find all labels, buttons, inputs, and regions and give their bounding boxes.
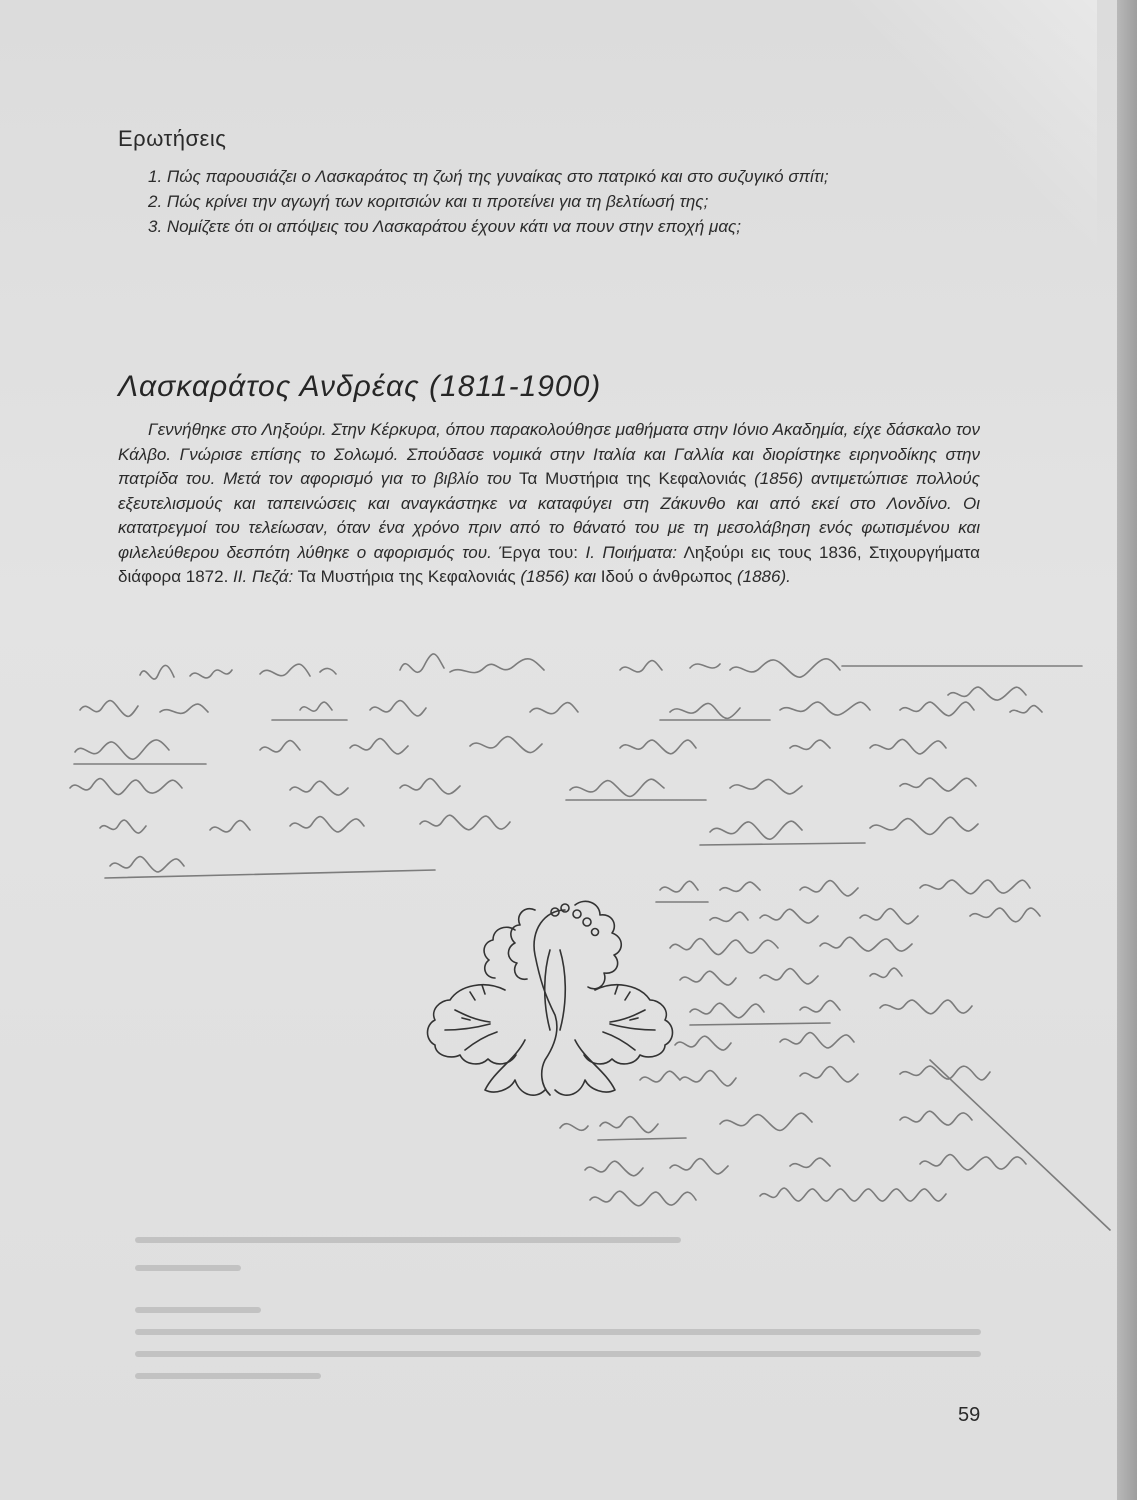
scribble-line-2 <box>80 701 974 719</box>
biography-title: Λασκαράτος Ανδρέας (1811-1900) <box>118 370 602 403</box>
page-number: 59 <box>958 1404 981 1426</box>
scribble-line-6 <box>110 857 184 872</box>
questions-title: Ερωτήσεις <box>118 126 227 151</box>
show-through-text <box>118 1210 998 1380</box>
scribble-right-block-6 <box>675 1033 854 1050</box>
works-poems-text: Ληξούρι εις τους 1836, Στιχουργήματα διάφορα 1872. <box>118 542 980 586</box>
question-item-3: 3. Νομίζετε ότι οι απόψεις του Λασκαράτου έχουν κάτι να πουν στην εποχή μας; <box>148 217 742 236</box>
acanthus-ornament-icon <box>415 890 685 1120</box>
works-prose-title-2: Ιδού ο άνθρωπος <box>600 567 733 586</box>
underline-right-2 <box>690 1023 830 1025</box>
scribble-line-1 <box>140 654 840 679</box>
bio-part-3: (1856) αντιμετώπισε πολλούς εξευτελισμούς και ταπεινώσεις και αναγκάστηκε να καταφύγει στη Ζάκυνθο και από εκεί στο Λονδίνο. Οι κατατρεγμοί του τελείωσαν, όταν ένα χρόνο πριν από το θάνατό του με τη μεσολάβηση ενός φωτισμένου και φιλελεύθερου δεσπότη λύθηκε ο αφορισμός του. <box>118 469 980 562</box>
questions-list <box>118 164 980 239</box>
scribble-right-block-1 <box>660 880 1030 896</box>
scribble-right-block-2 <box>710 908 1040 924</box>
works-prose-title-1: Τα Μυστήρια της Κεφαλονιάς <box>297 567 516 586</box>
question-item-2: 2. Πώς κρίνει την αγωγή των κοριτσιών και τι προτείνει για τη βελτίωσή της; <box>148 192 709 211</box>
scribble-line-4 <box>70 778 976 796</box>
works-prose-label: ΙΙ. Πεζά: <box>233 567 294 586</box>
scribble-right-block-7 <box>640 1066 990 1086</box>
bio-part-1: Γεννήθηκε στο Ληξούρι. Στην Κέρκυρα, όπου παρακολούθησε μαθήματα στην Ιόνιο Ακαδημία, είχε δάσκαλο τον Κάλβο. Γνώρισε επίσης το Σολωμό. Σπούδασε νομικά στην Ιταλία και Γαλλία και διορίστηκε ειρηνοδίκης στην πατρίδα του. Μετά τον αφορισμό για το βιβλίο του <box>118 420 980 488</box>
scribble-right-block-5 <box>690 1000 972 1018</box>
scribble-right-block-10 <box>590 1188 946 1206</box>
pencil-diagonal <box>930 1060 1110 1230</box>
scribble-line-3 <box>75 737 946 760</box>
bio-book-title: Τα Μυστήρια της Κεφαλονιάς <box>518 469 747 488</box>
book-edge <box>1117 0 1137 1500</box>
scribble-right-block-4 <box>680 968 902 985</box>
underline-right-3 <box>598 1138 686 1140</box>
scribble-line-5 <box>100 815 978 839</box>
question-item-1: 1. Πώς παρουσιάζει ο Λασκαράτος τη ζωή της γυναίκας στο πατρικό και στο συζυγικό σπίτι; <box>148 167 829 186</box>
scribble-right-block-9 <box>585 1155 1026 1176</box>
works-prose-year-1: (1856) και <box>520 567 597 586</box>
works-prose-year-2: (1886). <box>736 567 791 586</box>
works-label: Έργα του: <box>499 542 579 562</box>
works-poems-label: Ι. Ποιήματα: <box>585 542 677 562</box>
scribble-right-block-3 <box>670 937 912 954</box>
underline-5 <box>700 843 865 845</box>
scribble-right-1 <box>948 687 1042 713</box>
biography-text <box>118 418 980 590</box>
